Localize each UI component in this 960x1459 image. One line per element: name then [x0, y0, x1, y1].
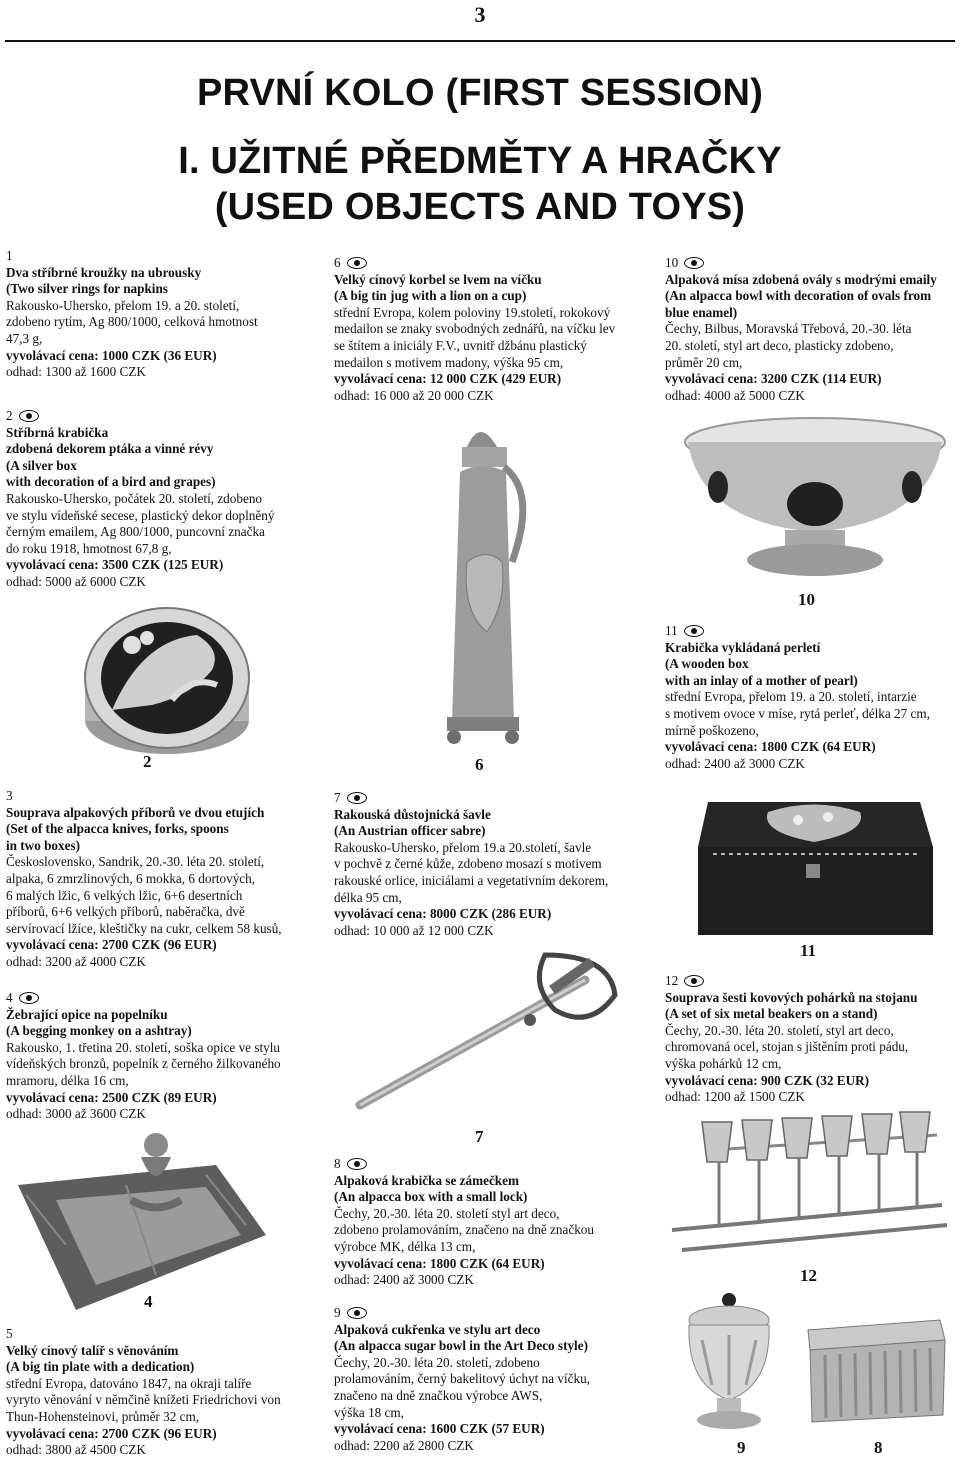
eye-icon: [19, 410, 39, 422]
photo-caption-4: 4: [144, 1292, 153, 1311]
sabre-photo: [330, 950, 630, 1120]
lot-number-row: [334, 1156, 644, 1173]
lot-number-row: [6, 788, 316, 805]
lot-title-line: (An alpacca bowl with decoration of ovals from: [665, 288, 932, 304]
silver-box-photo: [72, 600, 262, 765]
photo-caption-11: 11: [800, 941, 817, 960]
lot-number: 6: [334, 255, 341, 270]
lot-starting-price: vyvolávací cena: 2700 CZK (96 EUR): [6, 1425, 217, 1441]
lot-description-line: černým emailem, Ag 800/1000, puncovní značka: [6, 524, 265, 540]
lot-title-line: Velký cínový talíř s věnováním: [6, 1342, 179, 1358]
lot-starting-price: vyvolávací cena: 900 CZK (32 EUR): [665, 1072, 870, 1088]
lot-description-line: 20. století, styl art deco, plasticky zdobeno,: [665, 337, 894, 353]
lot-number-row: [334, 790, 644, 807]
lot-description-line: v pochvě z černé kůže, zdobeno mosazí s motivem: [334, 856, 602, 872]
lot-description-line: vyryto věnování v němčině knížeti Friedrichovi von: [6, 1392, 281, 1408]
lot-description-line: mramoru, délka 16 cm,: [6, 1072, 129, 1088]
lot-title-line: Stříbrná krabička: [6, 424, 109, 440]
lot-title-line: Alpaková krabička se zámečkem: [334, 1172, 519, 1188]
lot-title-line: (An alpacca box with a small lock): [334, 1189, 528, 1205]
lot-title-line: Krabička vykládaná perletí: [665, 639, 821, 655]
lot-title-line: Rakouská důstojnická šavle: [334, 806, 491, 822]
eye-icon: [684, 975, 704, 987]
lot-title-line: Dva stříbrné kroužky na ubrousky: [6, 264, 202, 280]
lot-description-line: ve stylu vídeňské secese, plastický dekor doplněný: [6, 507, 275, 523]
lot-description-line: servírovací lžíce, kleštičky na cukr, celkem 58 kusů,: [6, 920, 282, 936]
lot-description-line: Čechy, Bilbus, Moravská Třebová, 20.-30. léta: [665, 321, 912, 337]
lot-title-line: with an inlay of a mother of pearl): [665, 672, 858, 688]
lot-title-line: (A big tin jug with a lion on a cup): [334, 288, 527, 304]
lot-description-line: střední Evropa, datováno 1847, na okraji talíře: [6, 1375, 252, 1391]
lot-10: [665, 255, 957, 404]
lot-description-line: Rakousko, 1. třetina 20. století, soška opice ve stylu: [6, 1039, 280, 1055]
lot-title-line: (Two silver rings for napkins: [6, 281, 168, 297]
lot-estimate: odhad: 3000 až 3600 CZK: [6, 1106, 146, 1122]
lot-starting-price: vyvolávací cena: 1800 CZK (64 EUR): [334, 1255, 545, 1271]
lot-2: [6, 408, 306, 591]
lot-description-line: Československo, Sandrik, 20.-30. léta 20. století,: [6, 854, 265, 870]
lot-number: 8: [334, 1156, 341, 1171]
lot-title-line: in two boxes): [6, 837, 80, 853]
lot-starting-price: vyvolávací cena: 12 000 CZK (429 EUR): [334, 371, 562, 387]
lot-starting-price: vyvolávací cena: 1600 CZK (57 EUR): [334, 1421, 545, 1437]
lot-description-line: 47,3 g,: [6, 330, 43, 346]
lot-9: [334, 1305, 644, 1454]
lot-estimate: odhad: 16 000 až 20 000 CZK: [334, 387, 494, 403]
lot-title-line: zdobená dekorem ptáka a vinné révy: [6, 441, 214, 457]
lot-title-line: blue enamel): [665, 304, 738, 320]
photo-caption-9: 9: [737, 1438, 746, 1457]
lot-description-line: výrobce MK, délka 13 cm,: [334, 1238, 476, 1254]
lot-title-line: (A set of six metal beakers on a stand): [665, 1006, 878, 1022]
sugar-bowl-photo: [672, 1290, 787, 1440]
photo-caption-10: 10: [798, 590, 815, 609]
lot-estimate: odhad: 3800 až 4500 CZK: [6, 1442, 146, 1458]
lot-starting-price: vyvolávací cena: 8000 CZK (286 EUR): [334, 906, 552, 922]
lot-title-line: (An alpacca sugar bowl in the Art Deco style): [334, 1338, 588, 1354]
eye-icon: [347, 1158, 367, 1170]
lot-3: [6, 788, 316, 971]
eye-icon: [347, 1307, 367, 1319]
lot-title-line: (An Austrian officer sabre): [334, 823, 486, 839]
lot-description-line: zdobeno prolamováním, značeno na dně značkou: [334, 1222, 594, 1238]
lot-description-line: Rakousko-Uhersko, počátek 20. století, zdobeno: [6, 490, 263, 506]
beakers-stand-photo: [662, 1110, 954, 1260]
lot-description-line: střední Evropa, přelom 19. a 20. století, intarzie: [665, 689, 917, 705]
eye-icon: [347, 792, 367, 804]
lot-description-line: Rakousko-Uhersko, přelom 19. a 20. století,: [6, 297, 240, 313]
lot-number-row: [6, 990, 316, 1007]
lot-estimate: odhad: 10 000 až 12 000 CZK: [334, 922, 494, 938]
lot-title-line: (A begging monkey on a ashtray): [6, 1023, 192, 1039]
monkey-ashtray-photo: [6, 1125, 271, 1315]
lot-number: 7: [334, 790, 341, 805]
title-line-2: I. UŽITNÉ PŘEDMĚTY A HRAČKY: [178, 140, 782, 182]
eye-icon: [19, 992, 39, 1004]
eye-icon: [684, 625, 704, 637]
lot-number: 3: [6, 788, 13, 803]
lot-starting-price: vyvolávací cena: 1800 CZK (64 EUR): [665, 739, 876, 755]
photo-caption-12: 12: [800, 1266, 817, 1285]
lot-title-line: Souprava alpakových příborů ve dvou etujích: [6, 804, 265, 820]
lot-4: [6, 990, 316, 1123]
lot-number: 11: [665, 623, 678, 638]
header-rule: [5, 40, 955, 42]
lot-title-line: with decoration of a bird and grapes): [6, 474, 216, 490]
lot-description-line: výška pohárků 12 cm,: [665, 1055, 782, 1071]
lot-description-line: vídeňských bronzů, popelník z černého žilkovaného: [6, 1056, 281, 1072]
photo-caption-2: 2: [143, 752, 152, 771]
lot-estimate: odhad: 1300 až 1600 CZK: [6, 364, 146, 380]
lot-title-line: Alpaková mísa zdobená ovály s modrými emaily: [665, 271, 937, 287]
lot-description-line: 6 malých lžic, 6 velkých lžic, 6+6 desertních: [6, 887, 243, 903]
tin-jug-photo: [422, 412, 542, 752]
lot-1: [6, 248, 306, 381]
lot-starting-price: vyvolávací cena: 3200 CZK (114 EUR): [665, 371, 882, 387]
lot-estimate: odhad: 1200 až 1500 CZK: [665, 1089, 805, 1105]
lot-description-line: rakouské orlice, iniciálami a vegetativním dekorem,: [334, 872, 609, 888]
lot-title-line: Velký cínový korbel se lvem na víčku: [334, 271, 542, 287]
alpacca-lock-box-photo: [800, 1310, 950, 1425]
eye-icon: [684, 257, 704, 269]
lot-title-line: Alpaková cukřenka ve stylu art deco: [334, 1321, 541, 1337]
lot-title-line: Souprava šesti kovových pohárků na stojanu: [665, 989, 918, 1005]
lot-number: 10: [665, 255, 679, 270]
lot-number: 1: [6, 248, 13, 263]
lot-description-line: do roku 1918, hmotnost 67,8 g,: [6, 540, 172, 556]
lot-estimate: odhad: 2200 až 2800 CZK: [334, 1437, 474, 1453]
photo-caption-8: 8: [874, 1438, 883, 1457]
lot-title-line: (A wooden box: [665, 656, 749, 672]
lot-description-line: výška 18 cm,: [334, 1404, 404, 1420]
title-line-3: (USED OBJECTS AND TOYS): [214, 186, 746, 228]
lot-number-row: [6, 248, 306, 265]
lot-description-line: příborů, 6+6 velkých příborů, naběračka, dvě: [6, 904, 245, 920]
lot-description-line: Rakousko-Uhersko, přelom 19.a 20.století, šavle: [334, 839, 592, 855]
lot-starting-price: vyvolávací cena: 2500 CZK (89 EUR): [6, 1089, 217, 1105]
lot-description-line: alpaka, 6 zmrzlinových, 6 mokka, 6 dortových,: [6, 870, 256, 886]
lot-estimate: odhad: 2400 až 3000 CZK: [665, 755, 805, 771]
lot-7: [334, 790, 644, 939]
lot-estimate: odhad: 5000 až 6000 CZK: [6, 573, 146, 589]
lot-description-line: mírně poškozeno,: [665, 722, 759, 738]
lot-number-row: [6, 408, 306, 425]
lot-number: 12: [665, 973, 679, 988]
lot-estimate: odhad: 2400 až 3000 CZK: [334, 1272, 474, 1288]
lot-description-line: prolamováním, černý bakelitový úchyt na víčku,: [334, 1371, 590, 1387]
lot-estimate: odhad: 3200 až 4000 CZK: [6, 953, 146, 969]
photo-caption-6: 6: [475, 755, 484, 774]
lot-number-row: [334, 1305, 644, 1322]
lot-description-line: medailon s motivem madony, výška 95 cm,: [334, 354, 564, 370]
lot-11: [665, 623, 957, 772]
lot-number-row: [665, 973, 957, 990]
lot-description-line: medailon se znaky svobodných zednářů, na víčku lev: [334, 321, 616, 337]
lot-number-row: [665, 255, 957, 272]
lot-description-line: Čechy, 20.-30. léta 20. století, zdobeno: [334, 1354, 540, 1370]
title-line-1: PRVNÍ KOLO (FIRST SESSION): [196, 72, 764, 114]
lot-starting-price: vyvolávací cena: 3500 CZK (125 EUR): [6, 557, 224, 573]
lot-title-line: Žebrající opice na popelníku: [6, 1006, 168, 1022]
lot-description-line: střední Evropa, kolem poloviny 19.století, rokokový: [334, 304, 611, 320]
lot-description-line: zdobeno rytím, Ag 800/1000, celková hmotnost: [6, 314, 258, 330]
lot-title-line: (Set of the alpacca knives, forks, spoons: [6, 821, 229, 837]
lot-starting-price: vyvolávací cena: 2700 CZK (96 EUR): [6, 937, 217, 953]
lot-title-line: (A silver box: [6, 457, 77, 473]
lot-6: [334, 255, 634, 404]
lot-number: 5: [6, 1326, 13, 1341]
page-number: 3: [474, 2, 486, 27]
lot-12: [665, 973, 957, 1106]
lot-description-line: Thun-Hohensteinovi, průměr 32 cm,: [6, 1408, 200, 1424]
photo-caption-7: 7: [475, 1127, 484, 1146]
lot-description-line: průměr 20 cm,: [665, 354, 743, 370]
lot-estimate: odhad: 4000 až 5000 CZK: [665, 387, 805, 403]
lot-description-line: Čechy, 20.-30. léta 20. století, styl art deco,: [665, 1022, 894, 1038]
lot-8: [334, 1156, 644, 1289]
wooden-box-photo: [688, 792, 940, 942]
eye-icon: [347, 257, 367, 269]
lot-number: 4: [6, 990, 13, 1005]
lot-number-row: [6, 1326, 316, 1343]
lot-description-line: Čechy, 20.-30. léta 20. století styl art deco,: [334, 1205, 560, 1221]
lot-number: 2: [6, 408, 13, 423]
lot-starting-price: vyvolávací cena: 1000 CZK (36 EUR): [6, 347, 217, 363]
lot-number: 9: [334, 1305, 341, 1320]
lot-description-line: značeno na dně značkou výrobce AWS,: [334, 1387, 543, 1403]
lot-title-line: (A big tin plate with a dedication): [6, 1359, 195, 1375]
lot-description-line: délka 95 cm,: [334, 889, 402, 905]
lot-description-line: se štítem a iniciály F.V., uvnitř džbánu plastický: [334, 337, 587, 353]
lot-number-row: [334, 255, 634, 272]
alpacca-bowl-photo: [680, 412, 950, 587]
lot-description-line: chromovaná ocel, stojan s jištěním proti pádu,: [665, 1039, 909, 1055]
lot-description-line: s motivem ovoce v míse, rytá perleť, délka 27 cm,: [665, 705, 930, 721]
lot-5: [6, 1326, 316, 1459]
lot-number-row: [665, 623, 957, 640]
